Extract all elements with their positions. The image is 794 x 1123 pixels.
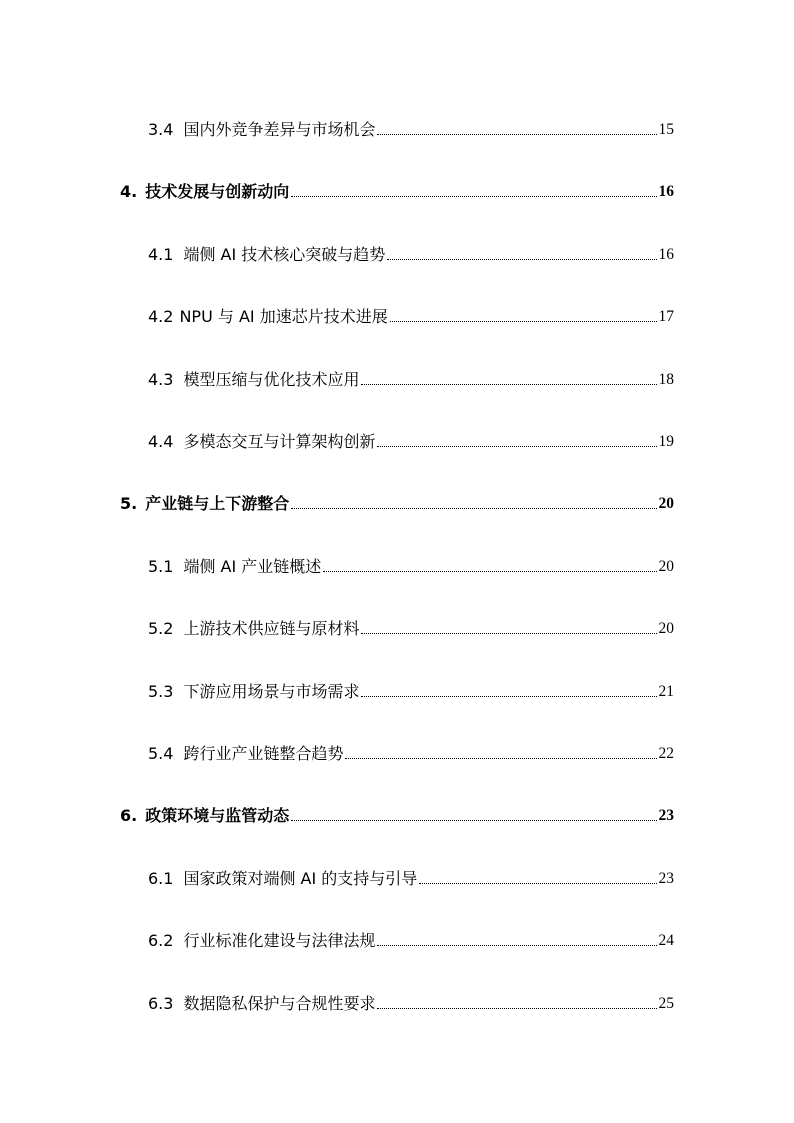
- toc-entry-title: 技术发展与创新动向: [145, 182, 290, 201]
- toc-entry-number: 6.1: [148, 869, 174, 888]
- toc-entry-title: 模型压缩与优化技术应用: [183, 370, 360, 389]
- toc-entry-title: 端侧 AI 技术核心突破与趋势: [183, 245, 386, 264]
- toc-entry-page: 20: [658, 558, 674, 575]
- dot-leader: [345, 757, 656, 759]
- toc-entry-title: 多模态交互与计算架构创新: [183, 432, 376, 451]
- toc-entry-5-2[interactable]: [148, 615, 674, 639]
- toc-entry-title: NPU 与 AI 加速芯片技术进展: [179, 307, 388, 326]
- dot-leader: [387, 258, 656, 260]
- toc-entry-number: 3.4: [148, 120, 174, 139]
- toc-entry-page: 23: [658, 870, 674, 887]
- toc-entry-page: 20: [658, 620, 674, 637]
- toc-entry-number: 4.1: [148, 245, 174, 264]
- toc-entry-title: 国家政策对端侧 AI 的支持与引导: [183, 869, 418, 888]
- toc-entry-6[interactable]: [120, 802, 674, 826]
- toc-entry-4-4[interactable]: [148, 428, 674, 452]
- toc-entry-page: 16: [658, 183, 674, 200]
- toc-entry-title: 产业链与上下游整合: [145, 494, 290, 513]
- toc-entry-4[interactable]: [120, 178, 674, 202]
- toc-entry-title: 数据隐私保护与合规性要求: [183, 994, 376, 1013]
- toc-entry-5-3[interactable]: [148, 678, 674, 702]
- toc-entry-number: 4.3: [148, 370, 174, 389]
- toc-entry-5-4[interactable]: [148, 740, 674, 764]
- toc-entry-5-1[interactable]: [148, 553, 674, 577]
- toc-entry-page: 24: [658, 932, 674, 949]
- toc-entry-number: 5.2: [148, 619, 174, 638]
- toc-entry-number: 6.2: [148, 931, 174, 950]
- toc-entry-number: 5.1: [148, 557, 174, 576]
- toc-entry-page: 20: [658, 495, 674, 512]
- toc-entry-page: 17: [658, 308, 674, 325]
- toc-entry-title: 跨行业产业链整合趋势: [183, 744, 344, 763]
- dot-leader: [377, 1007, 656, 1009]
- toc-entry-page: 15: [658, 121, 674, 138]
- dot-leader: [361, 695, 656, 697]
- toc-entry-4-1[interactable]: [148, 241, 674, 265]
- toc-entry-number: 4.4: [148, 432, 174, 451]
- toc-entry-title: 上游技术供应链与原材料: [183, 619, 360, 638]
- toc-entry-page: 18: [658, 371, 674, 388]
- dot-leader: [291, 195, 656, 197]
- toc-entry-page: 22: [658, 745, 674, 762]
- toc-entry-page: 25: [658, 995, 674, 1012]
- toc-entry-title: 行业标准化建设与法律法规: [183, 931, 376, 950]
- dot-leader: [323, 570, 656, 572]
- toc-entry-4-2[interactable]: [148, 303, 674, 327]
- toc-entry-number: 6.3: [148, 994, 174, 1013]
- dot-leader: [361, 632, 656, 634]
- toc-entry-page: 23: [658, 807, 674, 824]
- toc-entry-6-3[interactable]: [148, 990, 674, 1014]
- toc-entry-page: 19: [658, 433, 674, 450]
- dot-leader: [361, 383, 656, 385]
- toc-entry-title: 国内外竞争差异与市场机会: [183, 120, 376, 139]
- toc-entry-page: 16: [658, 246, 674, 263]
- toc-entry-5[interactable]: [120, 490, 674, 514]
- dot-leader: [377, 445, 656, 447]
- dot-leader: [291, 507, 656, 509]
- toc-entry-title: 政策环境与监管动态: [145, 806, 290, 825]
- toc-entry-6-1[interactable]: [148, 865, 674, 889]
- toc-entry-3-4[interactable]: [148, 116, 674, 140]
- toc-entry-4-3[interactable]: [148, 366, 674, 390]
- toc-entry-title: 端侧 AI 产业链概述: [183, 557, 322, 576]
- dot-leader: [419, 882, 656, 884]
- dot-leader: [291, 819, 656, 821]
- toc-entry-number: 4.: [120, 182, 138, 201]
- toc-entry-number: 5.4: [148, 744, 174, 763]
- toc-entry-number: 4.2: [148, 307, 174, 326]
- toc-entry-page: 21: [658, 683, 674, 700]
- toc-entry-title: 下游应用场景与市场需求: [183, 682, 360, 701]
- toc-entry-number: 5.3: [148, 682, 174, 701]
- toc-entry-6-2[interactable]: [148, 927, 674, 951]
- dot-leader: [377, 944, 656, 946]
- toc-entry-number: 5.: [120, 494, 138, 513]
- toc-entry-number: 6.: [120, 806, 138, 825]
- dot-leader: [377, 133, 656, 135]
- dot-leader: [390, 320, 657, 322]
